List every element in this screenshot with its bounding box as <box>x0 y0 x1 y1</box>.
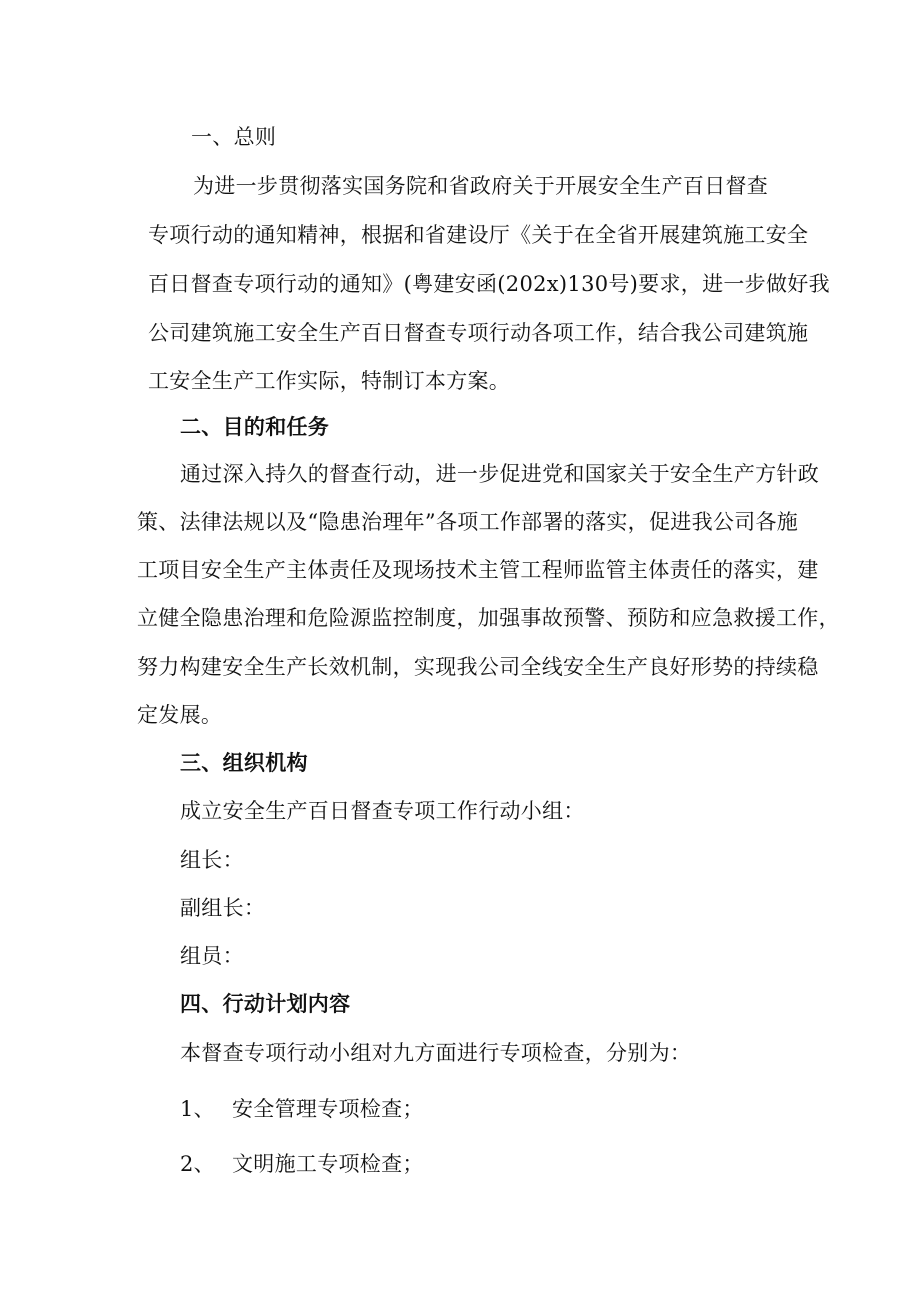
role-leader-label: 组长： <box>180 848 244 872</box>
paragraph-line: 工项目安全生产主体责任及现场技术主管工程师监管主体责任的落实，建 <box>137 558 819 582</box>
paragraph-line: 为进一步贯彻落实国务院和省政府关于开展安全生产百日督查 <box>193 174 769 198</box>
list-item-number: 2、 <box>180 1152 215 1176</box>
list-item <box>180 1151 424 1177</box>
list-item <box>180 1096 424 1122</box>
paragraph-line: 公司建筑施工安全生产百日督查专项行动各项工作，结合我公司建筑施 <box>148 321 809 345</box>
list-item-text: 文明施工专项检查； <box>232 1152 424 1176</box>
paragraph-line: 立健全隐患治理和危险源监控制度，加强事故预警、预防和应急救援工作， <box>137 606 840 630</box>
paragraph-line: 努力构建安全生产长效机制，实现我公司全线安全生产良好形势的持续稳 <box>137 655 819 679</box>
section-1-heading: 一、总则 <box>191 125 277 149</box>
paragraph-line: 百日督查专项行动的通知》(粤建安函(202x)130号)要求，进一步做好我 <box>148 272 830 296</box>
paragraph-line: 通过深入持久的督查行动，进一步促进党和国家关于安全生产方针政 <box>180 462 819 486</box>
section-2-heading: 二、目的和任务 <box>180 414 330 439</box>
paragraph-line: 工安全生产工作实际，特制订本方案。 <box>148 369 511 393</box>
paragraph-line: 策、法律法规以及“隐患治理年”各项工作部署的落实，促进我公司各施 <box>137 510 799 534</box>
paragraph-line: 专项行动的通知精神，根据和省建设厅《关于在全省开展建筑施工安全 <box>148 223 809 247</box>
paragraph-line: 定发展。 <box>137 703 223 727</box>
section-3-heading: 三、组织机构 <box>180 750 308 775</box>
list-item-text: 安全管理专项检查； <box>232 1097 424 1121</box>
role-member-label: 组员： <box>180 944 244 968</box>
role-deputy-leader-label: 副组长： <box>180 896 266 920</box>
section-3-intro: 成立安全生产百日督查专项工作行动小组： <box>180 799 585 823</box>
section-4-heading: 四、行动计划内容 <box>180 991 351 1016</box>
list-item-number: 1、 <box>180 1097 215 1121</box>
section-4-intro: 本督查专项行动小组对九方面进行专项检查，分别为： <box>180 1041 692 1065</box>
